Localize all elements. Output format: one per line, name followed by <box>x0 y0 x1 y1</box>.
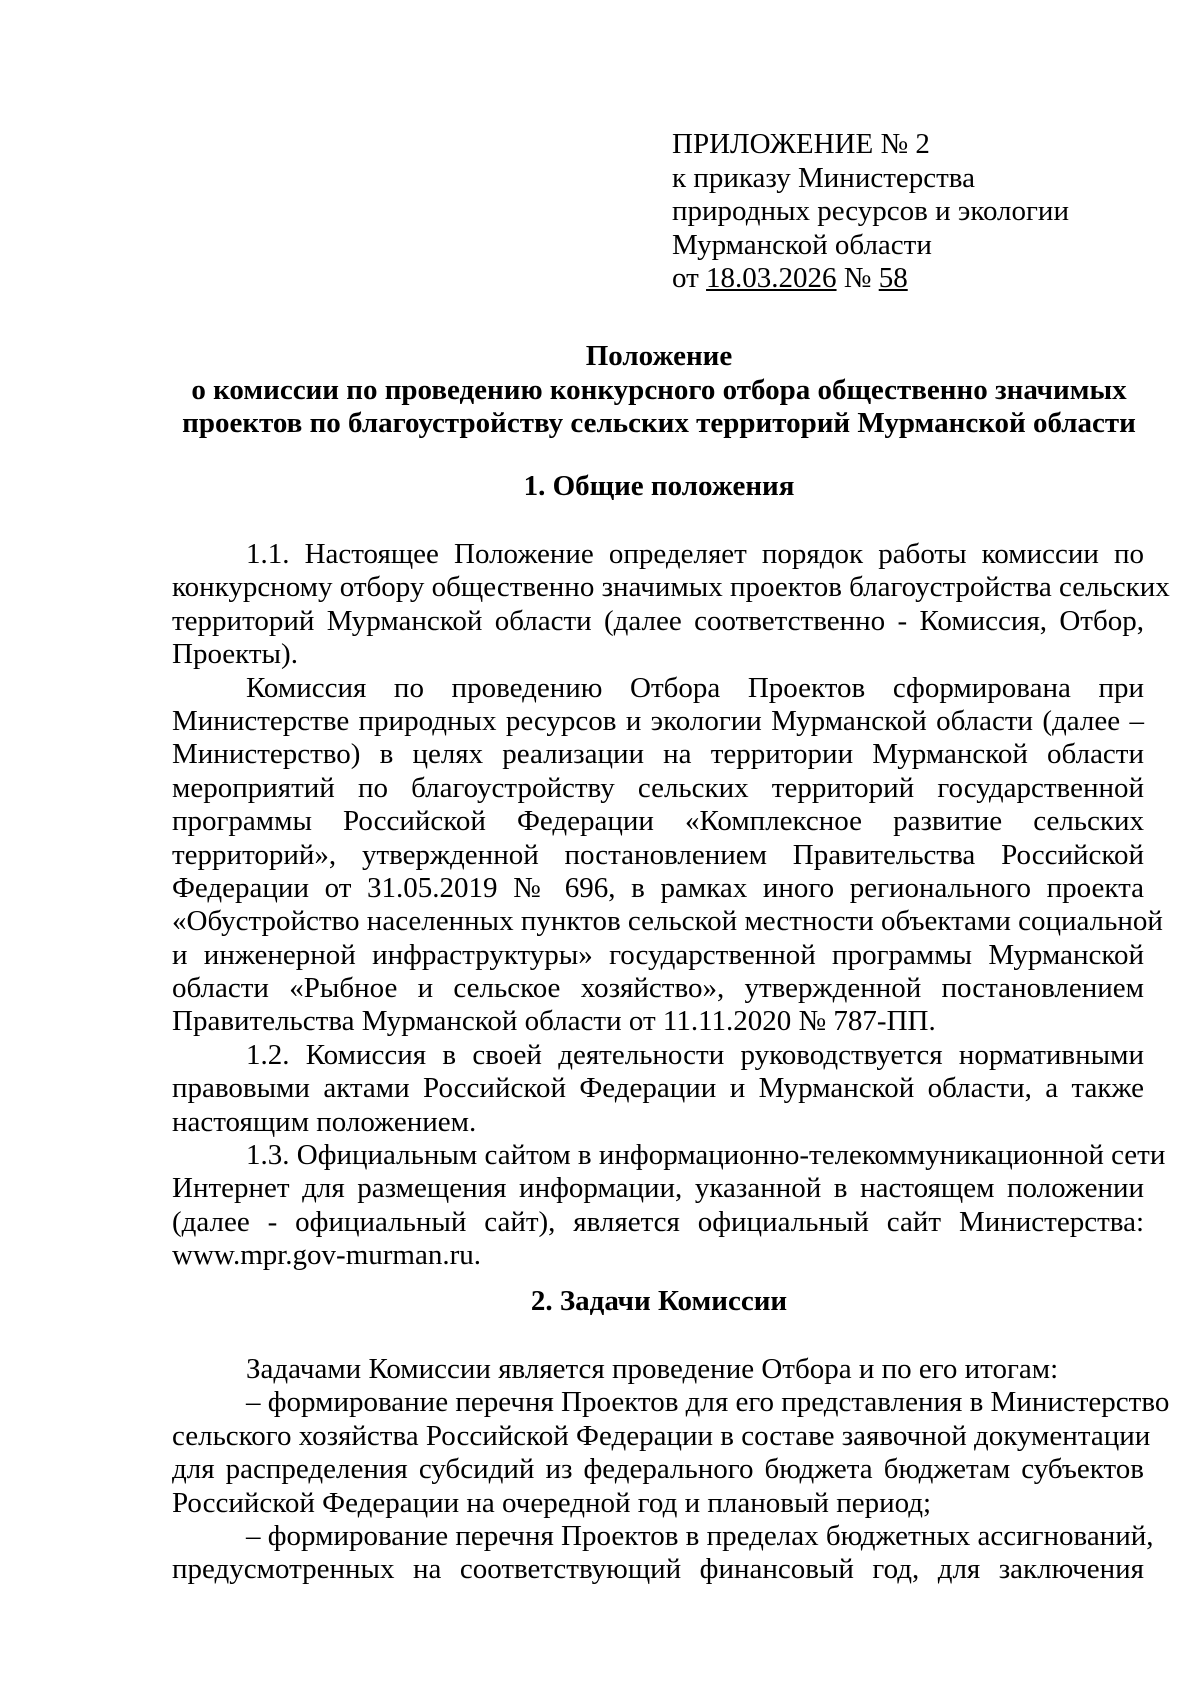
paragraph-line: территорий», утвержденной постановлением Правительства Российской <box>172 838 1144 871</box>
appendix-block <box>672 128 1069 296</box>
paragraph-line: Федерации от 31.05.2019 № 696, в рамках иного регионального проекта <box>172 871 1144 904</box>
paragraph-line: и инженерной инфраструктуры» государственной программы Мурманской <box>172 938 1144 971</box>
section-2-heading: 2. Задачи Комиссии <box>530 1285 788 1317</box>
paragraph-line: «Обустройство населенных пунктов сельской местности объектами социальной <box>172 905 1163 938</box>
paragraph-line: 1.3. Официальным сайтом в информационно-телекоммуникационной сети <box>246 1139 1166 1172</box>
appendix-date-line <box>672 262 1069 296</box>
date-prefix: от <box>672 262 707 294</box>
paragraph-line: – формирование перечня Проектов для его представления в Министерство <box>246 1386 1170 1419</box>
title-line-2: о комиссии по проведению конкурсного отбора общественно значимых <box>191 373 1127 406</box>
document-title <box>150 340 1168 441</box>
title-line-1: Положение <box>585 340 733 372</box>
number-prefix: № <box>836 262 879 294</box>
section-1-body <box>172 538 1170 1273</box>
paragraph-line: правовыми актами Российской Федерации и Мурманской области, а также <box>172 1072 1144 1105</box>
appendix-ministry: природных ресурсов и экологии <box>672 195 1069 227</box>
paragraph-line: Проекты). <box>172 638 298 671</box>
paragraph-line: территорий Мурманской области (далее соответственно - Комиссия, Отбор, <box>172 604 1144 637</box>
paragraph-line: Задачами Комиссии является проведение Отбора и по его итогам: <box>246 1353 1059 1385</box>
ministry-website-line: www.mpr.gov-murman.ru. <box>172 1239 482 1272</box>
order-date: 18.03.2026 <box>706 262 837 294</box>
paragraph-line: Правительства Мурманской области от 11.11.2020 № 787-ПП. <box>172 1005 936 1038</box>
paragraph-line: Министерство) в целях реализации на территории Мурманской области <box>172 738 1144 771</box>
paragraph-line: сельского хозяйства Российской Федерации в составе заявочной документации <box>172 1419 1151 1452</box>
paragraph-line: настоящим положением. <box>172 1105 477 1138</box>
paragraph-line: программы Российской Федерации «Комплексное развитие сельских <box>172 805 1144 838</box>
title-line-3: проектов по благоустройству сельских территорий Мурманской области <box>182 407 1136 439</box>
appendix-order-ref: к приказу Министерства <box>672 161 975 194</box>
paragraph-line: Российской Федерации на очередной год и плановый период; <box>172 1486 932 1519</box>
paragraph-line: – формирование перечня Проектов в пределах бюджетных ассигнований, <box>246 1519 1154 1552</box>
section-2-body <box>172 1353 1170 1587</box>
paragraph-line: 1.1. Настоящее Положение определяет порядок работы комиссии по <box>246 538 1144 570</box>
paragraph-line: мероприятий по благоустройству сельских территорий государственной <box>172 771 1144 804</box>
appendix-region: Мурманской области <box>672 228 932 261</box>
paragraph-line: Комиссия по проведению Отбора Проектов сформирована при <box>246 671 1144 704</box>
appendix-number: ПРИЛОЖЕНИЕ № 2 <box>672 128 930 160</box>
paragraph-line: предусмотренных на соответствующий финансовый год, для заключения <box>172 1553 1144 1586</box>
paragraph-line: Министерстве природных ресурсов и экологии Мурманской области (далее – <box>172 704 1144 737</box>
section-1-heading: 1. Общие положения <box>523 470 795 502</box>
paragraph-line: области «Рыбное и сельское хозяйство», утвержденной постановлением <box>172 972 1144 1005</box>
paragraph-line: для распределения субсидий из федерального бюджета бюджетам субъектов <box>172 1453 1144 1486</box>
paragraph-line: Интернет для размещения информации, указанной в настоящем положении <box>172 1172 1144 1205</box>
paragraph-line: 1.2. Комиссия в своей деятельности руководствуется нормативными <box>246 1038 1144 1071</box>
paragraph-line: конкурсному отбору общественно значимых проектов благоустройства сельских <box>172 571 1170 604</box>
paragraph-line: (далее - официальный сайт), является официальный сайт Министерства: <box>172 1205 1144 1238</box>
order-number: 58 <box>878 262 908 294</box>
